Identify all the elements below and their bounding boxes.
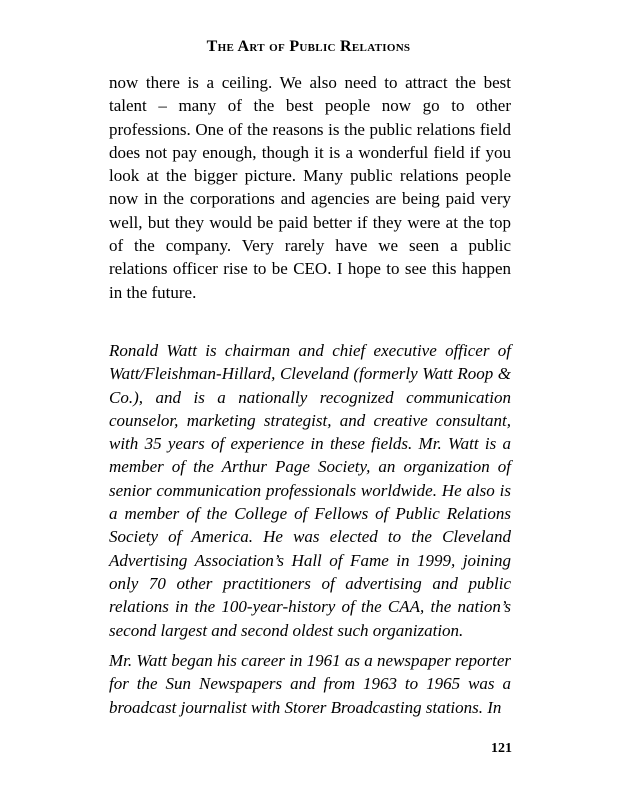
page-number: 121 — [491, 741, 512, 756]
author-career-paragraph: Mr. Watt began his career in 1961 as a newspaper reporter for the Sun Newspapers and from 1963 to 1965 was a broadcast journalist with Storer Broadcasting stations. In — [109, 651, 511, 717]
running-header-title: The Art of Public Relations — [206, 38, 411, 55]
author-bio-paragraph: Ronald Watt is chairman and chief executive officer of Watt/Fleishman-Hillard, Cleveland (formerly Watt Roop & Co.), and is a nationally recognized communication counselor, marketing strategist, and creative consultant, with 35 years of experience in these fields. Mr. Watt is a member of the Arthur Page Society, an organization of senior communication professionals worldwide. He also is a member of the College of Fellows of Public Relations Society of America. He was elected to the Cleveland Advertising Association’s Hall of Fame in 1999, joining only 70 other practitioners of advertising and public relations in the 100-year-history of the CAA, the nation’s second largest and second oldest such organization. — [109, 341, 511, 640]
body-paragraph-conclusion: now there is a ceiling. We also need to attract the best talent – many of the best people now go to other professions. One of the reasons is the public relations field does not pay enough, though it is a wonderful field if you look at the bigger picture. Many public relations people now in the corporations and agencies are being paid very well, but they would be paid better if they were at the top of the company. Very rarely have we seen a public relations officer rise to be CEO. I hope to see this happen in the future. — [109, 73, 511, 302]
